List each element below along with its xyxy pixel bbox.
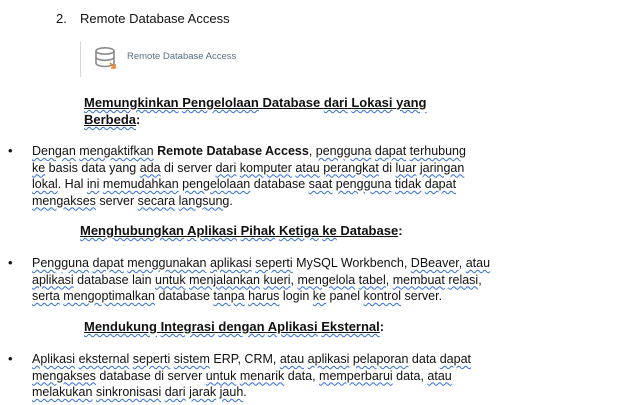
para-line: aplikasi database lain untuk menjalankan kueri, mengelola tabel, membuat relasi,: [32, 272, 482, 287]
para-line: Aplikasi eksternal seperti sistem ERP, CRM, atau aplikasi pelaporan data dapat: [32, 352, 472, 366]
para-line: Pengguna dapat menggunakan aplikasi seperti MySQL Workbench, DBeaver, atau: [32, 256, 491, 270]
bullet-3: •: [8, 351, 13, 366]
section-paragraph-2: [32, 255, 532, 305]
database-arrow-icon: [93, 45, 119, 71]
para-line: ke basis data yang ada di server dari komputer atau perangkat di luar jaringan: [32, 160, 465, 175]
list-item-number: 2.: [56, 11, 67, 26]
section-heading-3: Mendukung Integrasi dengan Aplikasi Eksternal:: [84, 319, 385, 334]
list-item-title: Remote Database Access: [80, 11, 230, 26]
cpanel-tile[interactable]: [80, 41, 241, 77]
section-paragraph-3: [32, 351, 532, 401]
section-heading-2: Menghubungkan Aplikasi Pihak Ketiga ke Database:: [80, 223, 403, 238]
para-line: melakukan sinkronisasi dari jarak jauh.: [32, 385, 247, 399]
cpanel-tile-label: Remote Database Access: [127, 51, 237, 62]
bullet-1: •: [8, 143, 13, 158]
section-paragraph-1: [32, 143, 532, 209]
bullet-2: •: [8, 255, 13, 270]
para-line: mengakses server secara langsung.: [32, 193, 233, 208]
para-line: serta mengoptimalkan database tanpa harus login ke panel kontrol server.: [32, 289, 443, 303]
para-line: lokal. Hal ini memudahkan pengelolaan database saat pengguna tidak dapat: [32, 177, 457, 191]
para-line: Dengan mengaktifkan Remote Database Access, pengguna dapat terhubung: [32, 144, 466, 158]
section-heading-1: Memungkinkan Pengelolaan Database dari Lokasi yang Berbeda:: [84, 95, 427, 127]
para-line: mengakses database di server untuk menarik data, memperbarui data, atau: [32, 368, 452, 383]
